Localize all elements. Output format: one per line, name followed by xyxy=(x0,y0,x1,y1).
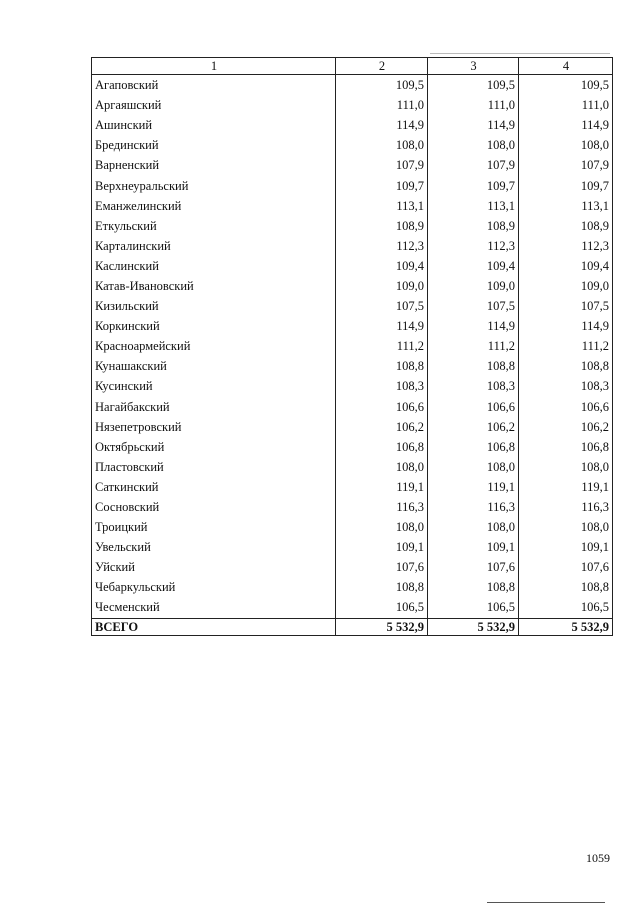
value-col-3: 108,9 xyxy=(428,216,519,236)
district-name: Карталинский xyxy=(92,236,336,256)
header-row xyxy=(92,58,613,75)
value-col-3: 109,1 xyxy=(428,537,519,557)
total-value-col-3: 5 532,9 xyxy=(428,618,519,635)
value-col-3: 108,0 xyxy=(428,457,519,477)
district-name: Нязепетровский xyxy=(92,417,336,437)
value-col-3: 109,7 xyxy=(428,175,519,195)
value-col-3: 111,0 xyxy=(428,95,519,115)
table-row xyxy=(92,216,613,236)
value-col-2: 107,9 xyxy=(336,155,428,175)
value-col-2: 109,4 xyxy=(336,256,428,276)
value-col-4: 108,0 xyxy=(519,135,613,155)
district-name: Катав-Ивановский xyxy=(92,276,336,296)
value-col-2: 106,5 xyxy=(336,597,428,618)
table-row xyxy=(92,417,613,437)
value-col-4: 109,7 xyxy=(519,175,613,195)
district-name: Кунашакский xyxy=(92,356,336,376)
value-col-2: 108,0 xyxy=(336,457,428,477)
header-col-4: 4 xyxy=(519,58,613,75)
district-name: Уйский xyxy=(92,557,336,577)
district-name: Сосновский xyxy=(92,497,336,517)
value-col-3: 119,1 xyxy=(428,477,519,497)
table-row xyxy=(92,135,613,155)
table-row xyxy=(92,296,613,316)
value-col-2: 108,0 xyxy=(336,517,428,537)
value-col-2: 109,1 xyxy=(336,537,428,557)
table-row xyxy=(92,376,613,396)
value-col-3: 114,9 xyxy=(428,316,519,336)
value-col-4: 108,8 xyxy=(519,577,613,597)
data-table xyxy=(91,57,613,636)
value-col-4: 109,4 xyxy=(519,256,613,276)
table-row xyxy=(92,155,613,175)
value-col-2: 107,5 xyxy=(336,296,428,316)
district-name: Аргаяшский xyxy=(92,95,336,115)
value-col-4: 108,8 xyxy=(519,356,613,376)
value-col-2: 114,9 xyxy=(336,115,428,135)
value-col-2: 112,3 xyxy=(336,236,428,256)
value-col-2: 107,6 xyxy=(336,557,428,577)
value-col-4: 109,1 xyxy=(519,537,613,557)
value-col-4: 108,0 xyxy=(519,517,613,537)
value-col-4: 108,0 xyxy=(519,457,613,477)
value-col-3: 113,1 xyxy=(428,196,519,216)
value-col-2: 108,9 xyxy=(336,216,428,236)
district-name: Пластовский xyxy=(92,457,336,477)
value-col-2: 108,0 xyxy=(336,135,428,155)
value-col-3: 107,9 xyxy=(428,155,519,175)
district-name: Чесменский xyxy=(92,597,336,618)
total-label: ВСЕГО xyxy=(92,618,336,635)
value-col-3: 108,8 xyxy=(428,356,519,376)
table-row xyxy=(92,336,613,356)
table-row xyxy=(92,276,613,296)
table-row xyxy=(92,557,613,577)
value-col-3: 111,2 xyxy=(428,336,519,356)
value-col-4: 107,5 xyxy=(519,296,613,316)
value-col-4: 113,1 xyxy=(519,196,613,216)
value-col-3: 108,0 xyxy=(428,517,519,537)
district-name: Саткинский xyxy=(92,477,336,497)
district-name: Красноармейский xyxy=(92,336,336,356)
header-col-3: 3 xyxy=(428,58,519,75)
value-col-3: 108,0 xyxy=(428,135,519,155)
district-name: Троицкий xyxy=(92,517,336,537)
table-row xyxy=(92,175,613,195)
value-col-3: 107,5 xyxy=(428,296,519,316)
table-row xyxy=(92,95,613,115)
total-value-col-2: 5 532,9 xyxy=(336,618,428,635)
value-col-2: 111,0 xyxy=(336,95,428,115)
table-row xyxy=(92,397,613,417)
value-col-4: 108,3 xyxy=(519,376,613,396)
value-col-2: 106,6 xyxy=(336,397,428,417)
district-name: Кизильский xyxy=(92,296,336,316)
value-col-3: 109,4 xyxy=(428,256,519,276)
table-row xyxy=(92,497,613,517)
value-col-2: 108,8 xyxy=(336,577,428,597)
value-col-3: 112,3 xyxy=(428,236,519,256)
district-name: Каслинский xyxy=(92,256,336,276)
value-col-4: 111,0 xyxy=(519,95,613,115)
value-col-4: 111,2 xyxy=(519,336,613,356)
table-row xyxy=(92,597,613,618)
value-col-4: 109,5 xyxy=(519,75,613,96)
table-row xyxy=(92,477,613,497)
table-row xyxy=(92,256,613,276)
top-rule xyxy=(430,53,610,54)
value-col-2: 119,1 xyxy=(336,477,428,497)
table-row xyxy=(92,196,613,216)
value-col-3: 109,5 xyxy=(428,75,519,96)
table-row xyxy=(92,437,613,457)
district-name: Брединский xyxy=(92,135,336,155)
table-row xyxy=(92,115,613,135)
district-name: Коркинский xyxy=(92,316,336,336)
value-col-4: 106,6 xyxy=(519,397,613,417)
value-col-4: 114,9 xyxy=(519,316,613,336)
value-col-4: 108,9 xyxy=(519,216,613,236)
header-col-1: 1 xyxy=(92,58,336,75)
district-name: Агаповский xyxy=(92,75,336,96)
table-row xyxy=(92,75,613,96)
value-col-2: 109,0 xyxy=(336,276,428,296)
value-col-2: 108,8 xyxy=(336,356,428,376)
value-col-4: 106,8 xyxy=(519,437,613,457)
value-col-4: 109,0 xyxy=(519,276,613,296)
value-col-2: 116,3 xyxy=(336,497,428,517)
value-col-3: 106,2 xyxy=(428,417,519,437)
table-row xyxy=(92,356,613,376)
value-col-4: 106,2 xyxy=(519,417,613,437)
value-col-4: 119,1 xyxy=(519,477,613,497)
value-col-2: 106,2 xyxy=(336,417,428,437)
district-name: Кусинский xyxy=(92,376,336,396)
value-col-3: 106,6 xyxy=(428,397,519,417)
value-col-4: 107,6 xyxy=(519,557,613,577)
value-col-2: 109,7 xyxy=(336,175,428,195)
value-col-4: 112,3 xyxy=(519,236,613,256)
value-col-2: 111,2 xyxy=(336,336,428,356)
district-name: Нагайбакский xyxy=(92,397,336,417)
value-col-4: 114,9 xyxy=(519,115,613,135)
value-col-2: 114,9 xyxy=(336,316,428,336)
value-col-2: 113,1 xyxy=(336,196,428,216)
table-row xyxy=(92,577,613,597)
total-value-col-4: 5 532,9 xyxy=(519,618,613,635)
table-body xyxy=(92,75,613,619)
value-col-3: 108,8 xyxy=(428,577,519,597)
value-col-3: 106,8 xyxy=(428,437,519,457)
value-col-4: 107,9 xyxy=(519,155,613,175)
value-col-2: 109,5 xyxy=(336,75,428,96)
district-name: Верхнеуральский xyxy=(92,175,336,195)
value-col-2: 106,8 xyxy=(336,437,428,457)
district-name: Увельский xyxy=(92,537,336,557)
value-col-3: 108,3 xyxy=(428,376,519,396)
value-col-3: 109,0 xyxy=(428,276,519,296)
district-name: Еткульский xyxy=(92,216,336,236)
district-name: Октябрьский xyxy=(92,437,336,457)
page-number: 1059 xyxy=(586,851,610,865)
value-col-3: 107,6 xyxy=(428,557,519,577)
value-col-4: 106,5 xyxy=(519,597,613,618)
value-col-3: 114,9 xyxy=(428,115,519,135)
table-row xyxy=(92,537,613,557)
table-row xyxy=(92,457,613,477)
total-row xyxy=(92,618,613,635)
table-row xyxy=(92,236,613,256)
bottom-rule xyxy=(487,902,605,903)
district-name: Ашинский xyxy=(92,115,336,135)
value-col-3: 116,3 xyxy=(428,497,519,517)
value-col-4: 116,3 xyxy=(519,497,613,517)
value-col-2: 108,3 xyxy=(336,376,428,396)
value-col-3: 106,5 xyxy=(428,597,519,618)
table-row xyxy=(92,316,613,336)
district-name: Варненский xyxy=(92,155,336,175)
header-col-2: 2 xyxy=(336,58,428,75)
district-name: Еманжелинский xyxy=(92,196,336,216)
district-name: Чебаркульский xyxy=(92,577,336,597)
table-row xyxy=(92,517,613,537)
